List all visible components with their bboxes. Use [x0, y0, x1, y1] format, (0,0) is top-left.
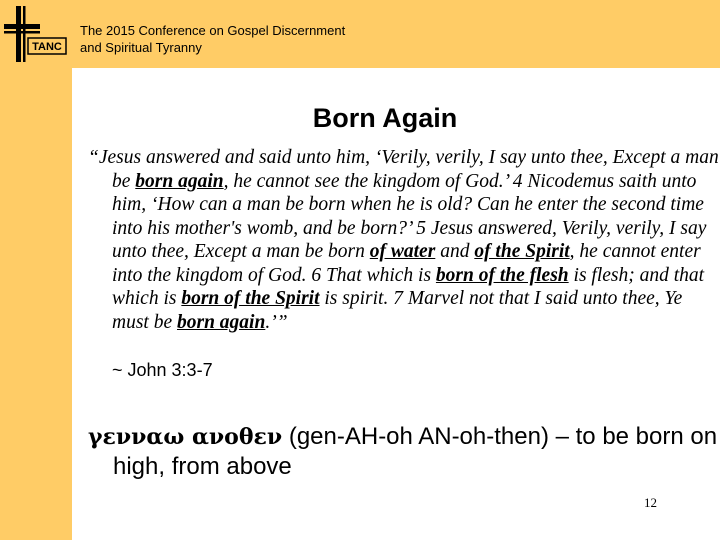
scripture-quote: [88, 146, 720, 334]
greek-definition: [88, 422, 720, 482]
scripture-text: .’”: [265, 311, 288, 333]
emphasis-of-the-spirit: of the Spirit: [474, 241, 570, 262]
emphasis-of-water: of water: [369, 241, 436, 262]
logo-text: TANC: [32, 41, 62, 53]
scripture-text: is spirit. 7 Marvel not that I said unto thee, Ye must be: [112, 288, 683, 333]
emphasis-born-again: born again: [135, 170, 224, 192]
conference-title-line1: The 2015 Conference on Gospel Discernment: [80, 23, 346, 38]
scripture-text: , he cannot enter into the kingdom of God. 6 That which is: [112, 241, 701, 286]
emphasis-born-of-the-spirit: born of the Spirit: [181, 288, 320, 309]
conference-title-line2: and Spiritual Tyranny: [80, 40, 202, 55]
emphasis-born-of-the-flesh: born of the flesh: [435, 264, 569, 286]
greek-word: γενναω ανοθεν: [88, 424, 283, 450]
greek-definition-text: (gen-AH-oh AN-oh-then) – to be born on high, from above: [113, 423, 718, 480]
scripture-citation: ~ John 3:3-7: [112, 360, 213, 380]
slide-title: Born Again: [312, 103, 458, 133]
scripture-text: is flesh; and that which is: [112, 264, 705, 309]
scripture-text: , he cannot see the kingdom of God.’ 4 Nicodemus saith unto him, ‘How can a man be born when he is old? Can he enter the second time into his mother's womb, and be born?’ 5 Jesus answered, Verily, verily, I say unto thee, Except a man be born: [112, 170, 707, 262]
page-number: 12: [644, 495, 657, 510]
scripture-text: “Jesus answered and said unto him, ‘Verily, verily, I say unto thee, Except a man be: [88, 147, 719, 192]
emphasis-born-again-2: born again: [177, 311, 266, 333]
scripture-text: and: [435, 241, 475, 262]
conference-title: [80, 22, 345, 56]
tanc-logo: [2, 4, 70, 64]
left-sidebar-band: [0, 0, 72, 540]
